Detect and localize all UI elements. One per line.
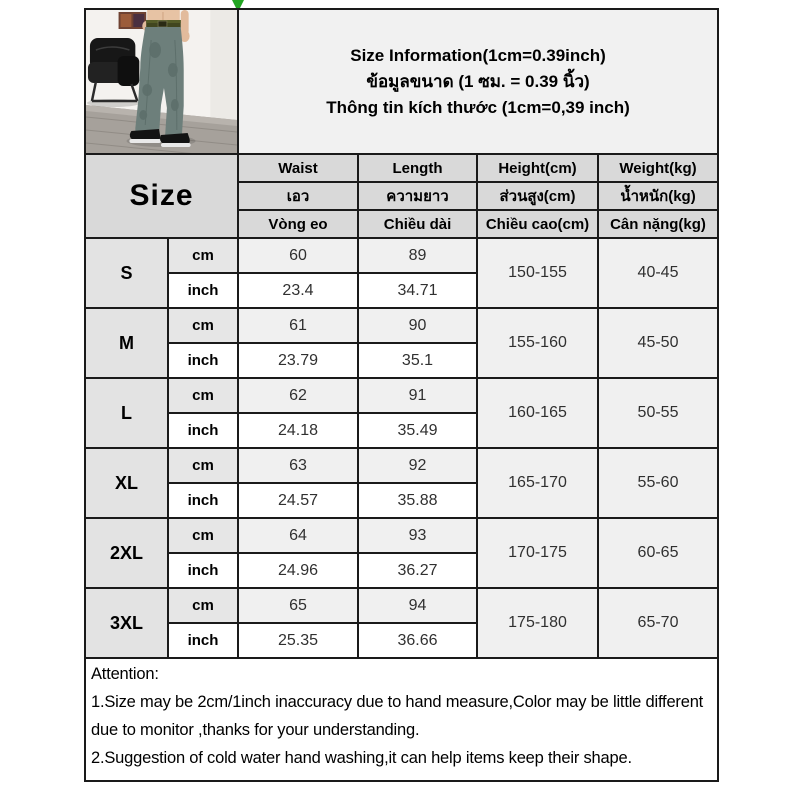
title-th: ข้อมูลขนาด (1 ซม. = 0.39 นิ้ว)	[366, 71, 590, 91]
height-range: 160-165	[477, 378, 598, 448]
size-row-l	[85, 378, 718, 413]
col-header-waist-vi: Vòng eo	[238, 210, 358, 238]
col-header-height-th: ส่วนสูง(cm)	[477, 182, 598, 210]
waist-cm: 64	[238, 518, 358, 553]
length-cm: 92	[358, 448, 477, 483]
size-chart-sheet	[84, 8, 719, 782]
size-row-3xl	[85, 588, 718, 623]
size-label: S	[85, 238, 168, 308]
title-en: Size Information(1cm=0.39inch)	[350, 45, 606, 65]
unit-cm: cm	[168, 518, 238, 553]
weight-range: 55-60	[598, 448, 718, 518]
title-vi: Thông tin kích thước (1cm=0,39 inch)	[326, 97, 630, 117]
unit-cm: cm	[168, 448, 238, 483]
waist-cm: 65	[238, 588, 358, 623]
waist-cm: 61	[238, 308, 358, 343]
length-inch: 35.88	[358, 483, 477, 518]
col-header-height-vi: Chiều cao(cm)	[477, 210, 598, 238]
weight-range: 60-65	[598, 518, 718, 588]
height-range: 170-175	[477, 518, 598, 588]
weight-range: 40-45	[598, 238, 718, 308]
length-cm: 90	[358, 308, 477, 343]
col-header-waist-th: เอว	[238, 182, 358, 210]
size-row-s	[85, 238, 718, 273]
length-inch: 36.27	[358, 553, 477, 588]
waist-inch: 24.96	[238, 553, 358, 588]
size-label: 3XL	[85, 588, 168, 658]
length-inch: 34.71	[358, 273, 477, 308]
height-range: 155-160	[477, 308, 598, 378]
size-table	[84, 8, 719, 782]
weight-range: 45-50	[598, 308, 718, 378]
length-cm: 94	[358, 588, 477, 623]
length-cm: 91	[358, 378, 477, 413]
col-header-length-th: ความยาว	[358, 182, 477, 210]
length-inch: 35.49	[358, 413, 477, 448]
weight-range: 65-70	[598, 588, 718, 658]
unit-cm: cm	[168, 308, 238, 343]
size-column-header: Size	[85, 154, 238, 238]
col-header-weight-th: น้ำหนัก(kg)	[598, 182, 718, 210]
title-cell	[238, 9, 718, 154]
wall-poster	[119, 12, 147, 29]
length-cm: 93	[358, 518, 477, 553]
product-photo	[85, 9, 238, 154]
length-inch: 36.66	[358, 623, 477, 658]
size-label: XL	[85, 448, 168, 518]
unit-inch: inch	[168, 553, 238, 588]
waist-inch: 24.18	[238, 413, 358, 448]
attention-note-1: 1.Size may be 2cm/1inch inaccuracy due to hand measure,Color may be little different due to monitor ,thanks for your understanding.	[91, 693, 704, 739]
waist-cm: 62	[238, 378, 358, 413]
unit-cm: cm	[168, 378, 238, 413]
unit-cm: cm	[168, 588, 238, 623]
attention-section	[85, 658, 718, 781]
waist-cm: 63	[238, 448, 358, 483]
waist-inch: 25.35	[238, 623, 358, 658]
col-header-height-en: Height(cm)	[477, 154, 598, 182]
unit-inch: inch	[168, 483, 238, 518]
length-inch: 35.1	[358, 343, 477, 378]
height-range: 165-170	[477, 448, 598, 518]
unit-inch: inch	[168, 413, 238, 448]
col-header-weight-vi: Cân nặng(kg)	[598, 210, 718, 238]
unit-inch: inch	[168, 273, 238, 308]
waist-cm: 60	[238, 238, 358, 273]
height-range: 150-155	[477, 238, 598, 308]
waist-inch: 24.57	[238, 483, 358, 518]
unit-inch: inch	[168, 623, 238, 658]
weight-range: 50-55	[598, 378, 718, 448]
attention-note-2: 2.Suggestion of cold water hand washing,it can help items keep their shape.	[91, 749, 632, 767]
unit-cm: cm	[168, 238, 238, 273]
length-cm: 89	[358, 238, 477, 273]
product-photo-illustration	[86, 10, 237, 153]
size-row-xl	[85, 448, 718, 483]
height-range: 175-180	[477, 588, 598, 658]
size-label: M	[85, 308, 168, 378]
col-header-length-vi: Chiều dài	[358, 210, 477, 238]
unit-inch: inch	[168, 343, 238, 378]
col-header-weight-en: Weight(kg)	[598, 154, 718, 182]
size-label: L	[85, 378, 168, 448]
col-header-waist-en: Waist	[238, 154, 358, 182]
attention-title: Attention:	[91, 665, 159, 683]
size-row-m	[85, 308, 718, 343]
waist-inch: 23.4	[238, 273, 358, 308]
col-header-length-en: Length	[358, 154, 477, 182]
size-row-2xl	[85, 518, 718, 553]
size-label: 2XL	[85, 518, 168, 588]
waist-inch: 23.79	[238, 343, 358, 378]
